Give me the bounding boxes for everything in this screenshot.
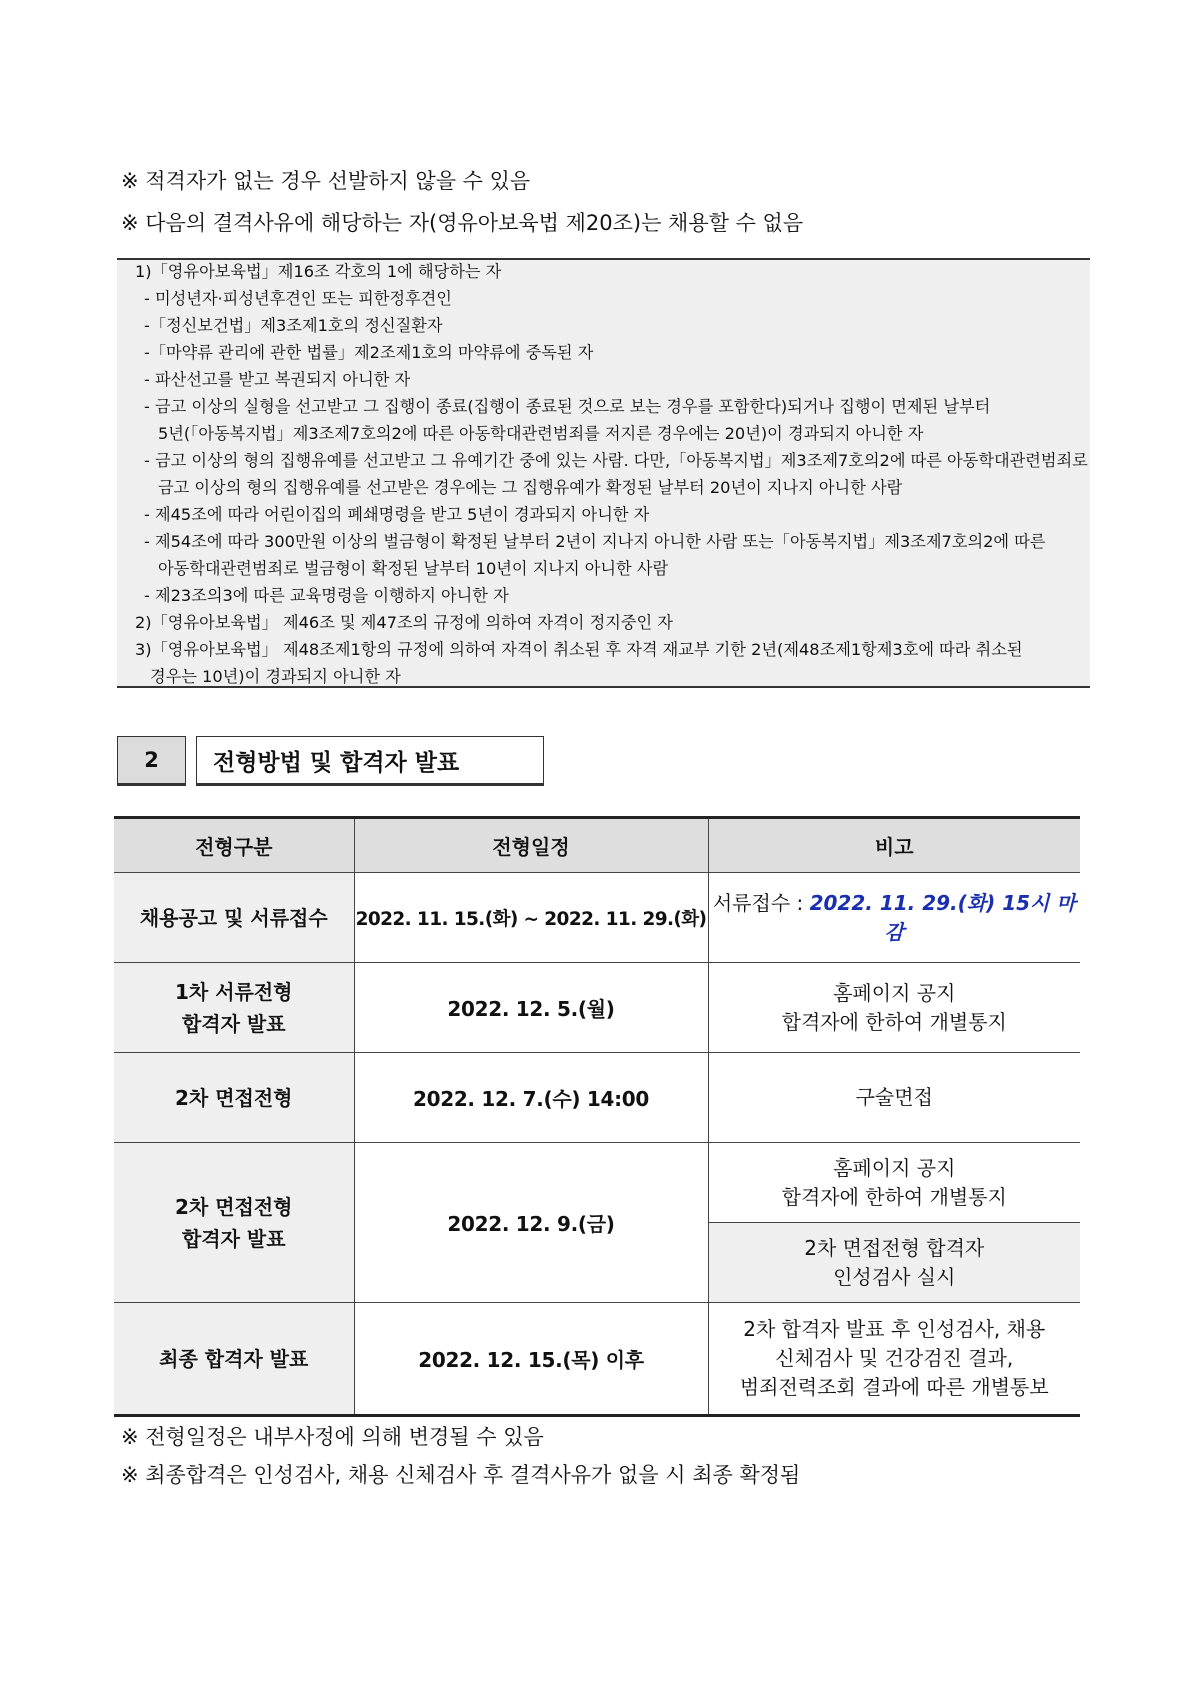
table-header-row: [114, 818, 1080, 873]
memo-cell: 2차 합격자 발표 후 인성검사, 채용 신체검사 및 건강검진 결과, 범죄전력조회 결과에 따른 개별통보: [708, 1303, 1080, 1416]
date-cell: 2022. 12. 15.(목) 이후: [354, 1303, 708, 1416]
disq-item: -「정신보건법」제3조제1호의 정신질환자: [144, 316, 443, 335]
disq-item: 5년(「아동복지법」제3조제7호의2에 따른 아동학대관련범죄를 저지른 경우에는 20년)이 경과되지 아니한 자: [158, 424, 924, 443]
disq-item: - 파산선고를 받고 복권되지 아니한 자: [144, 370, 411, 389]
notice-schedule-change: ※ 전형일정은 내부사정에 의해 변경될 수 있음: [121, 1425, 544, 1449]
notice-disqualification: ※ 다음의 결격사유에 해당하는 자(영유아보육법 제20조)는 채용할 수 없음: [121, 211, 804, 235]
notice-final-confirmation: ※ 최종합격은 인성검사, 채용 신체검사 후 결격사유가 없을 시 최종 확정됨: [121, 1463, 801, 1487]
stage-cell: 최종 합격자 발표: [114, 1303, 354, 1416]
disqualification-box: [117, 258, 1090, 688]
stage-cell: 1차 서류전형 합격자 발표: [114, 963, 354, 1053]
disq-item: 3)「영유아보육법」 제48조제1항의 규정에 의하여 자격이 취소된 후 자격 재교부 기한 2년(제48조제1항제3호에 따라 취소된: [135, 640, 1023, 659]
disq-item: - 제45조에 따라 어린이집의 폐쇄명령을 받고 5년이 경과되지 아니한 자: [144, 505, 650, 524]
notice-no-qualified: ※ 적격자가 없는 경우 선발하지 않을 수 있음: [121, 169, 531, 193]
stage-cell: 2차 면접전형 합격자 발표: [114, 1143, 354, 1303]
memo-cell: 구술면접: [708, 1053, 1080, 1143]
date-cell: 2022. 12. 9.(금): [354, 1143, 708, 1303]
memo-cell: 2차 면접전형 합격자 인성검사 실시: [708, 1223, 1080, 1303]
table-row: [114, 873, 1080, 963]
disq-item: - 미성년자·피성년후견인 또는 피한정후견인: [144, 289, 452, 308]
disq-item: 2)「영유아보육법」 제46조 및 제47조의 규정에 의하여 자격이 정지중인 자: [135, 613, 673, 632]
section-title: 전형방법 및 합격자 발표: [196, 736, 544, 786]
header-stage: 전형구분: [114, 818, 354, 873]
header-date: 전형일정: [354, 818, 708, 873]
disq-item: 아동학대관련범죄로 벌금형이 확정된 날부터 10년이 지나지 아니한 사람: [158, 559, 669, 578]
memo-cell: 홈페이지 공지 합격자에 한하여 개별통지: [708, 1143, 1080, 1223]
disq-item: 1)「영유아보육법」제16조 각호의 1에 해당하는 자: [135, 262, 502, 281]
disq-item: - 금고 이상의 실형을 선고받고 그 집행이 종료(집행이 종료된 것으로 보는 경우를 포함한다)되거나 집행이 면제된 날부터: [144, 397, 991, 416]
memo-cell: [708, 873, 1080, 963]
table-row: [114, 1303, 1080, 1416]
disq-item: 금고 이상의 형의 집행유예를 선고받은 경우에는 그 집행유예가 확정된 날부터 20년이 지나지 아니한 사람: [158, 478, 903, 497]
table-row: [114, 1053, 1080, 1143]
table-row: [114, 1143, 1080, 1223]
disq-item: -「마약류 관리에 관한 법률」제2조제1호의 마약류에 중독된 자: [144, 343, 594, 362]
disq-item: - 제54조에 따라 300만원 이상의 벌금형이 확정된 날부터 2년이 지나지 아니한 사람 또는「아동복지법」제3조제7호의2에 따른: [144, 532, 1046, 551]
date-cell: 2022. 11. 15.(화) ~ 2022. 11. 29.(화): [354, 873, 708, 963]
memo-cell: 홈페이지 공지 합격자에 한하여 개별통지: [708, 963, 1080, 1053]
header-memo: 비고: [708, 818, 1080, 873]
memo-prefix: 서류접수 :: [712, 890, 810, 915]
date-cell: 2022. 12. 7.(수) 14:00: [354, 1053, 708, 1143]
deadline-highlight: 2022. 11. 29.(화) 15시 마감: [809, 890, 1076, 944]
table-row: [114, 963, 1080, 1053]
disq-item: 경우는 10년)이 경과되지 아니한 자: [150, 667, 401, 686]
stage-cell: 채용공고 및 서류접수: [114, 873, 354, 963]
date-cell: 2022. 12. 5.(월): [354, 963, 708, 1053]
section-number: 2: [117, 736, 186, 786]
stage-cell: 2차 면접전형: [114, 1053, 354, 1143]
schedule-table: [114, 816, 1080, 1417]
disq-item: - 금고 이상의 형의 집행유예를 선고받고 그 유예기간 중에 있는 사람. 다만,「아동복지법」제3조제7호의2에 따른 아동학대관련범죄로: [144, 451, 1088, 470]
disq-item: - 제23조의3에 따른 교육명령을 이행하지 아니한 자: [144, 586, 509, 605]
